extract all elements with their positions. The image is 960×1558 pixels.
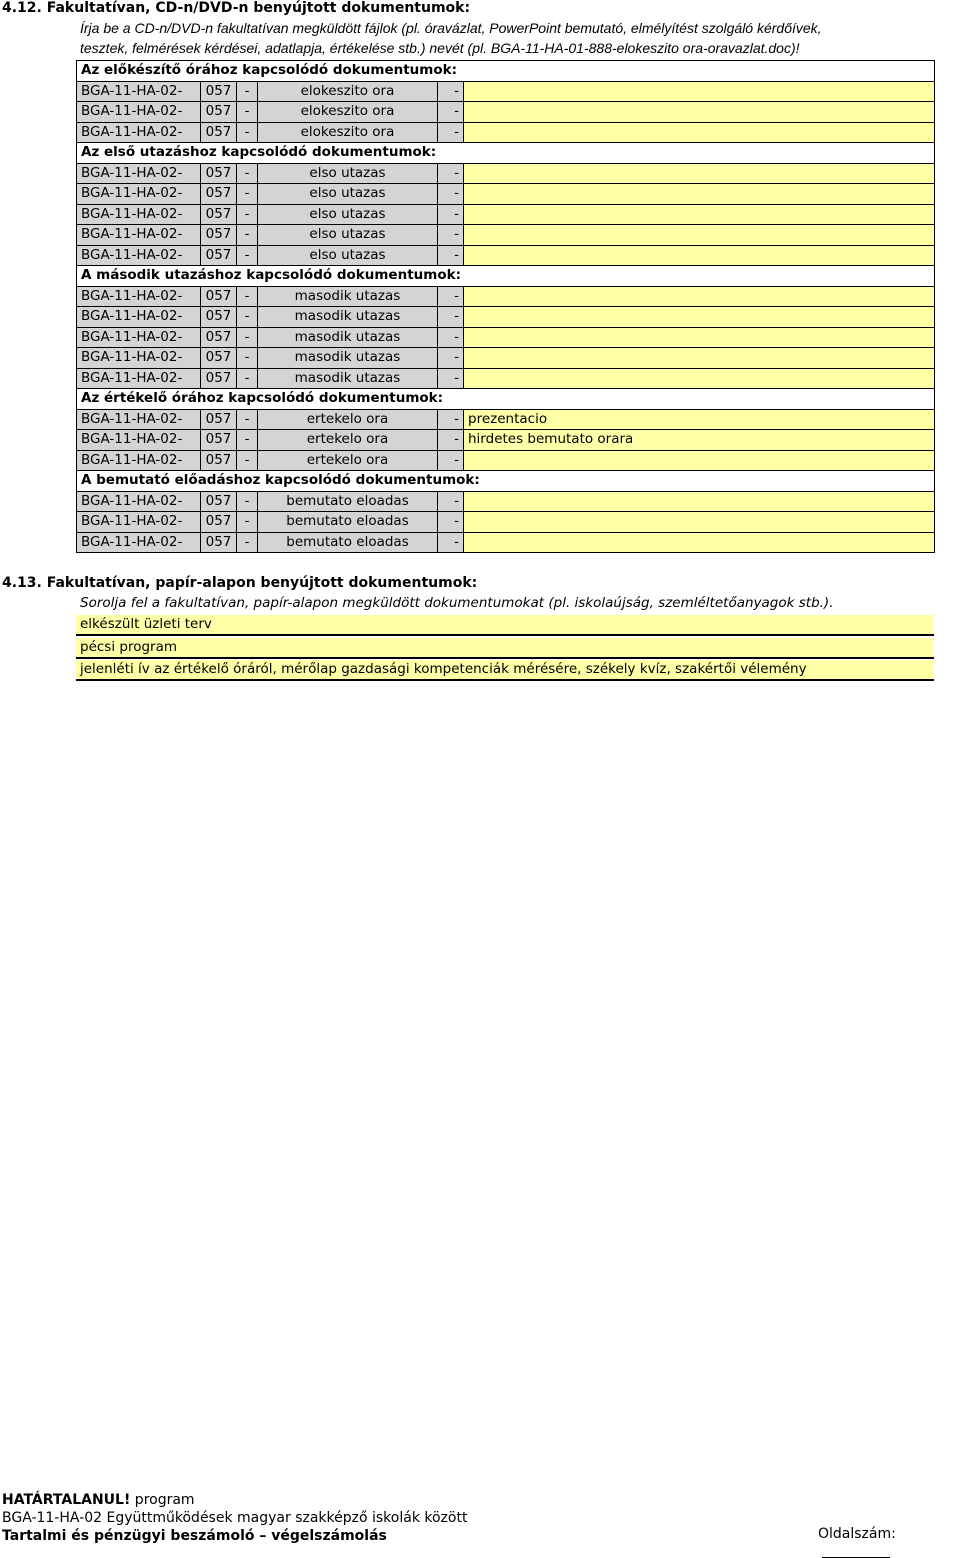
dash-separator-cell: - [438,81,464,102]
dash-separator-cell: - [438,430,464,451]
footer-report-title: Tartalmi és pénzügyi beszámoló – végelszámolás [2,1528,387,1544]
dash-separator-cell: - [438,163,464,184]
dash-separator-cell: - [237,81,258,102]
filename-input-cell[interactable] [464,163,935,184]
doc-code-cell: BGA-11-HA-02- [77,450,201,471]
filename-input-cell[interactable] [464,225,935,246]
filename-input-cell[interactable] [464,512,935,533]
doc-number-cell: 057 [201,409,237,430]
doc-type-cell: masodik utazas [258,368,438,389]
dash-separator-cell: - [438,409,464,430]
dash-separator-cell: - [237,225,258,246]
doc-code-cell: BGA-11-HA-02- [77,430,201,451]
paper-document-item[interactable]: jelenléti ív az értékelő óráról, mérőlap gazdasági kompetenciák mérésére, székely kvíz, szakértői vélemény [76,660,934,681]
filename-input-cell[interactable] [464,184,935,205]
doc-number-cell: 057 [201,307,237,328]
documents-table-body [77,61,935,553]
group-header-row [77,61,935,82]
footer-project: BGA-11-HA-02 Együttműködések magyar szakképző iskolák között [2,1510,468,1526]
table-row [77,245,935,266]
table-row [77,102,935,123]
doc-type-cell: bemutato eloadas [258,532,438,553]
doc-number-cell: 057 [201,184,237,205]
page-number-field[interactable] [822,1543,890,1558]
filename-input-cell[interactable] [464,368,935,389]
dash-separator-cell: - [237,491,258,512]
doc-number-cell: 057 [201,327,237,348]
dash-separator-cell: - [438,204,464,225]
doc-type-cell: elso utazas [258,204,438,225]
doc-number-cell: 057 [201,102,237,123]
doc-type-cell: masodik utazas [258,307,438,328]
dash-separator-cell: - [237,122,258,143]
filename-input-cell[interactable] [464,450,935,471]
dash-separator-cell: - [237,532,258,553]
dash-separator-cell: - [438,532,464,553]
group-header: Az előkészítő órához kapcsolódó dokumentumok: [77,61,935,82]
dash-separator-cell: - [237,286,258,307]
filename-input-cell[interactable] [464,307,935,328]
doc-type-cell: elso utazas [258,163,438,184]
section-412-title: 4.12. Fakultatívan, CD-n/DVD-n benyújtott dokumentumok: [2,0,471,16]
dash-separator-cell: - [237,163,258,184]
table-row [77,409,935,430]
filename-input-cell[interactable] [464,245,935,266]
dash-separator-cell: - [438,286,464,307]
doc-number-cell: 057 [201,225,237,246]
doc-number-cell: 057 [201,245,237,266]
doc-number-cell: 057 [201,450,237,471]
footer-brand-bold: HATÁRTALANUL! [2,1492,131,1508]
footer-brand-rest: program [130,1492,195,1508]
dash-separator-cell: - [438,184,464,205]
intro-line-2: tesztek, felmérések kérdései, adatlapja, értékelése stb.) nevét (pl. BGA-11-HA-01-888-elokeszito ora-oravazlat.doc)! [80,40,800,56]
group-header-row [77,266,935,287]
doc-number-cell: 057 [201,430,237,451]
doc-code-cell: BGA-11-HA-02- [77,409,201,430]
doc-code-cell: BGA-11-HA-02- [77,512,201,533]
doc-number-cell: 057 [201,491,237,512]
dash-separator-cell: - [438,327,464,348]
filename-input-cell[interactable] [464,491,935,512]
filename-input-cell[interactable] [464,532,935,553]
table-row [77,368,935,389]
group-header: A második utazáshoz kapcsolódó dokumentumok: [77,266,935,287]
doc-type-cell: masodik utazas [258,327,438,348]
table-row [77,348,935,369]
doc-number-cell: 057 [201,122,237,143]
doc-type-cell: elso utazas [258,184,438,205]
table-row [77,184,935,205]
filename-input-cell[interactable] [464,286,935,307]
doc-number-cell: 057 [201,163,237,184]
dash-separator-cell: - [438,348,464,369]
dash-separator-cell: - [438,122,464,143]
group-header: Az első utazáshoz kapcsolódó dokumentumok: [77,143,935,164]
dash-separator-cell: - [237,307,258,328]
doc-type-cell: bemutato eloadas [258,491,438,512]
doc-code-cell: BGA-11-HA-02- [77,122,201,143]
doc-code-cell: BGA-11-HA-02- [77,368,201,389]
table-row [77,327,935,348]
doc-number-cell: 057 [201,532,237,553]
documents-table [76,60,935,553]
doc-type-cell: elokeszito ora [258,81,438,102]
filename-input-cell[interactable] [464,102,935,123]
doc-type-cell: masodik utazas [258,348,438,369]
group-header-row [77,471,935,492]
table-row [77,81,935,102]
doc-number-cell: 057 [201,368,237,389]
doc-code-cell: BGA-11-HA-02- [77,307,201,328]
dash-separator-cell: - [237,204,258,225]
dash-separator-cell: - [237,102,258,123]
dash-separator-cell: - [237,430,258,451]
dash-separator-cell: - [438,491,464,512]
dash-separator-cell: - [438,368,464,389]
filename-input-cell[interactable] [464,327,935,348]
group-header-row [77,143,935,164]
dash-separator-cell: - [237,450,258,471]
doc-number-cell: 057 [201,348,237,369]
table-row [77,122,935,143]
filename-input-cell[interactable]: hirdetes bemutato orara [464,430,935,451]
filename-input-cell[interactable] [464,122,935,143]
dash-separator-cell: - [237,512,258,533]
doc-number-cell: 057 [201,81,237,102]
doc-code-cell: BGA-11-HA-02- [77,348,201,369]
group-header-row [77,389,935,410]
dash-separator-cell: - [438,450,464,471]
dash-separator-cell: - [237,327,258,348]
dash-separator-cell: - [438,512,464,533]
dash-separator-cell: - [438,102,464,123]
doc-type-cell: elokeszito ora [258,122,438,143]
dash-separator-cell: - [237,348,258,369]
table-row [77,204,935,225]
doc-type-cell: bemutato eloadas [258,512,438,533]
filename-input-cell[interactable]: prezentacio [464,409,935,430]
doc-code-cell: BGA-11-HA-02- [77,204,201,225]
paper-documents-list [76,615,934,683]
table-row [77,450,935,471]
dash-separator-cell: - [237,368,258,389]
doc-code-cell: BGA-11-HA-02- [77,102,201,123]
section-413-title: 4.13. Fakultatívan, papír-alapon benyújtott dokumentumok: [2,575,478,591]
doc-type-cell: masodik utazas [258,286,438,307]
doc-type-cell: elso utazas [258,245,438,266]
doc-code-cell: BGA-11-HA-02- [77,491,201,512]
dash-separator-cell: - [438,245,464,266]
doc-type-cell: elokeszito ora [258,102,438,123]
page-number [818,1526,960,1558]
doc-code-cell: BGA-11-HA-02- [77,327,201,348]
doc-code-cell: BGA-11-HA-02- [77,184,201,205]
doc-code-cell: BGA-11-HA-02- [77,163,201,184]
filename-input-cell[interactable] [464,348,935,369]
group-header: Az értékelő órához kapcsolódó dokumentumok: [77,389,935,410]
table-row [77,491,935,512]
group-header: A bemutató előadáshoz kapcsolódó dokumentumok: [77,471,935,492]
doc-type-cell: ertekelo ora [258,409,438,430]
dash-separator-cell: - [438,307,464,328]
footer-brand [2,1492,195,1508]
filename-input-cell[interactable] [464,81,935,102]
section-412-intro [80,18,950,58]
doc-type-cell: elso utazas [258,225,438,246]
dash-separator-cell: - [237,409,258,430]
intro-line-1: Írja be a CD-n/DVD-n fakultatívan megküldött fájlok (pl. óravázlat, PowerPoint bemutató, elmélyítést szolgáló kérdőívek, [80,20,822,36]
doc-number-cell: 057 [201,286,237,307]
page-number-label: Oldalszám: [818,1526,896,1542]
doc-code-cell: BGA-11-HA-02- [77,225,201,246]
dash-separator-cell: - [237,245,258,266]
table-row [77,163,935,184]
dash-separator-cell: - [438,225,464,246]
filename-input-cell[interactable] [464,204,935,225]
doc-code-cell: BGA-11-HA-02- [77,245,201,266]
section-413-intro: Sorolja fel a fakultatívan, papír-alapon megküldött dokumentumokat (pl. iskolaújság, szemléltetőanyagok stb.). [80,595,834,611]
paper-document-item[interactable]: pécsi program [76,638,934,659]
doc-code-cell: BGA-11-HA-02- [77,81,201,102]
doc-type-cell: ertekelo ora [258,430,438,451]
doc-number-cell: 057 [201,204,237,225]
table-row [77,512,935,533]
doc-type-cell: ertekelo ora [258,450,438,471]
dash-separator-cell: - [237,184,258,205]
table-row [77,430,935,451]
table-row [77,307,935,328]
doc-code-cell: BGA-11-HA-02- [77,286,201,307]
table-row [77,532,935,553]
table-row [77,286,935,307]
doc-code-cell: BGA-11-HA-02- [77,532,201,553]
doc-number-cell: 057 [201,512,237,533]
paper-document-item[interactable]: elkészült üzleti terv [76,615,934,636]
table-row [77,225,935,246]
